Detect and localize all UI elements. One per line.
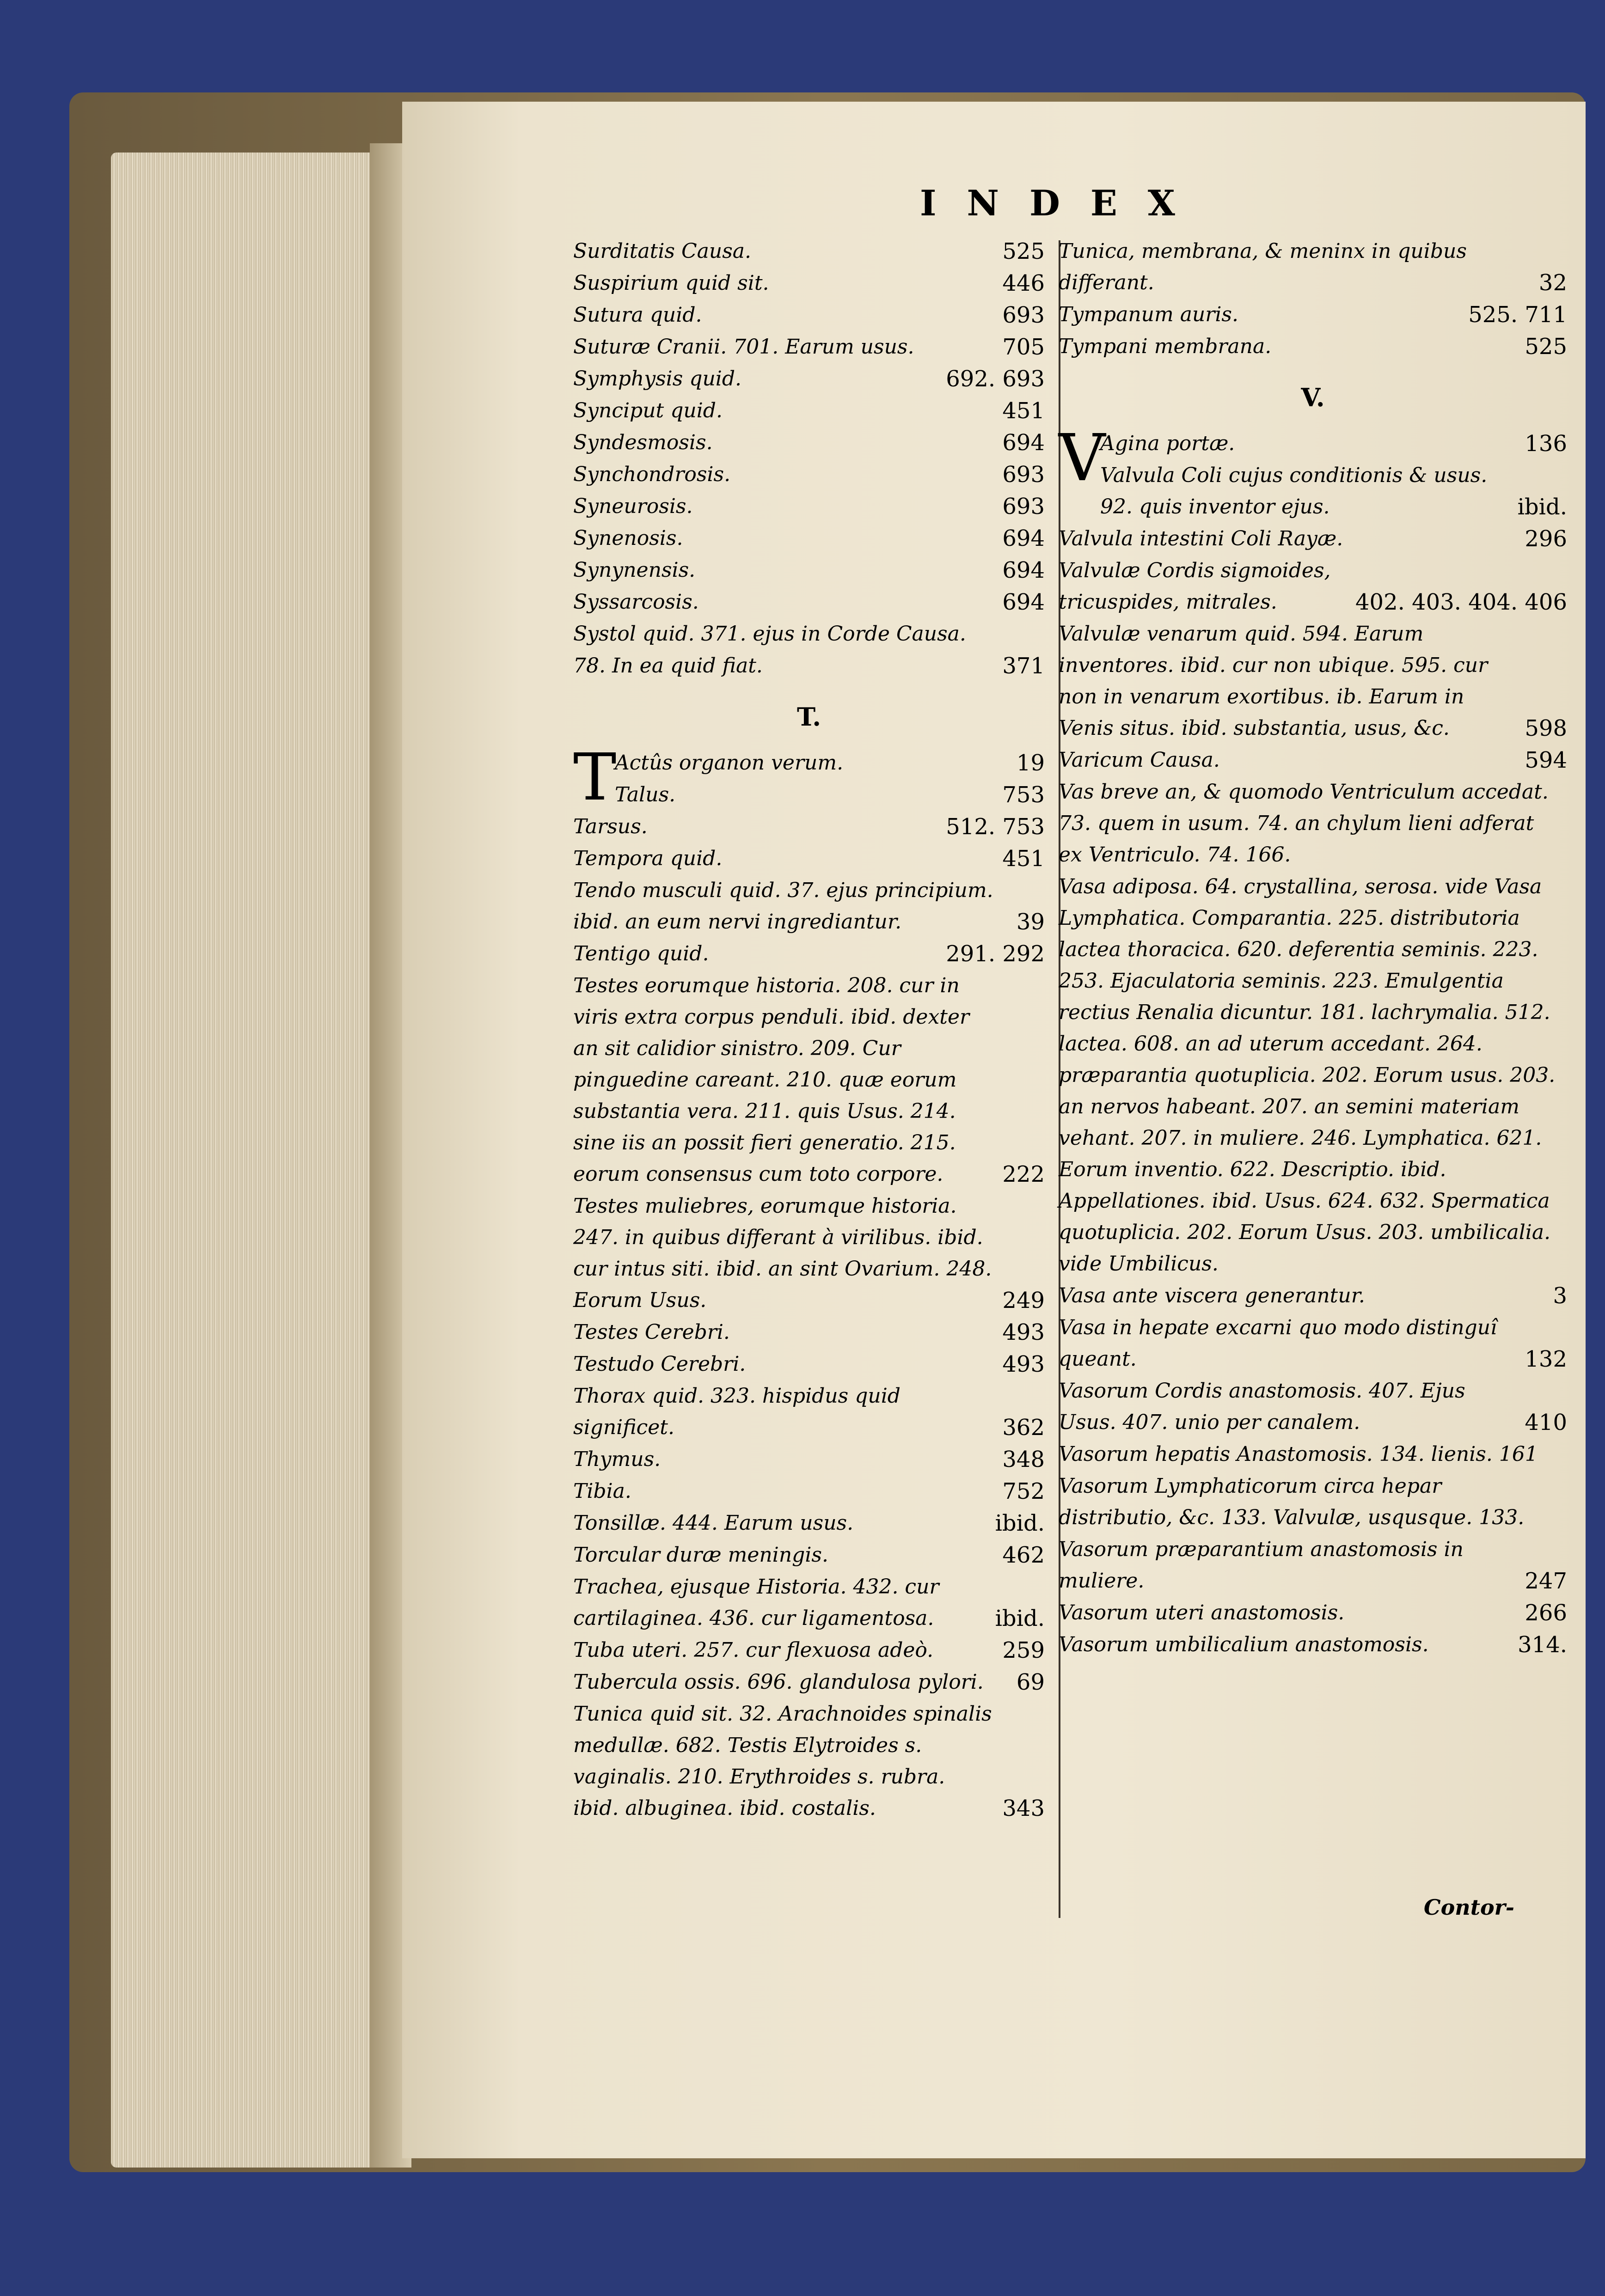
entry-page-number: 296 <box>1525 526 1567 552</box>
index-entry <box>573 459 1045 490</box>
entry-text: Tentigo quid. <box>573 942 709 965</box>
left-entries-s <box>573 236 1045 682</box>
index-entry <box>1059 1534 1567 1597</box>
index-entry <box>573 970 1045 1190</box>
entry-page-number: 694 <box>1002 525 1045 551</box>
index-entry <box>1059 618 1567 744</box>
index-entry <box>1059 1312 1567 1375</box>
entry-text: Vasa in hepate excarni quo modo distinguî queant. <box>1059 1316 1497 1371</box>
index-entry <box>573 1635 1045 1666</box>
dropcap-t: T <box>573 740 617 815</box>
entry-text: Vasorum umbilicalium anastomosis. <box>1059 1633 1429 1656</box>
index-entry <box>573 363 1045 395</box>
index-entry <box>573 779 1045 811</box>
entry-page-number: 222 <box>1002 1161 1045 1187</box>
index-entry <box>573 586 1045 618</box>
entry-text: Tendo musculi quid. 37. ejus principium. ibid. an eum nervi ingrediantur. <box>573 879 993 934</box>
entry-text: Valvulæ Cordis sigmoides, tricuspides, mitrales. <box>1059 559 1331 614</box>
entry-page-number: 493 <box>1002 1351 1045 1377</box>
entry-page-number: 291. 292 <box>946 941 1045 967</box>
entry-page-number: 136 <box>1525 431 1567 457</box>
entry-text: Vasorum præparantium anastomosis in muliere. <box>1059 1538 1464 1593</box>
page-edges <box>111 153 384 2168</box>
entry-text: Vasorum Cordis anastomosis. 407. Ejus Usus. 407. unio per canalem. <box>1059 1379 1465 1434</box>
entry-page-number: 3 <box>1553 1283 1567 1309</box>
entry-page-number: 402. 403. 404. 406 <box>1355 589 1567 615</box>
entry-text: Synynensis. <box>573 558 696 582</box>
entry-page-number: 362 <box>1002 1415 1045 1441</box>
entry-text: Agina portæ. <box>1100 432 1235 455</box>
entry-text: Vasorum Lymphaticorum circa hepar distributio, &c. 133. Valvulæ, usqusque. 133. <box>1059 1474 1525 1529</box>
section-heading-v: V. <box>1301 383 1325 412</box>
entry-page-number: 446 <box>1002 270 1045 296</box>
entry-page-number: 247 <box>1525 1568 1567 1594</box>
entry-text: Tibia. <box>573 1479 631 1503</box>
index-entry <box>1059 1629 1567 1661</box>
dropcap-v: V <box>1059 421 1106 496</box>
entry-page-number: 132 <box>1525 1346 1567 1372</box>
entry-page-number: 32 <box>1538 270 1567 296</box>
section-heading-t: T. <box>796 702 821 732</box>
index-entry <box>573 938 1045 970</box>
index-entry <box>1059 555 1567 618</box>
entry-page-number: 39 <box>1016 909 1045 935</box>
index-entry <box>573 1444 1045 1475</box>
index-entry <box>1059 1471 1567 1533</box>
index-entry <box>1059 776 1567 871</box>
entry-page-number: 451 <box>1002 398 1045 424</box>
entry-text: Vasorum hepatis Anastomosis. 134. lienis. 161 <box>1059 1442 1538 1466</box>
section-v <box>1059 421 1567 1661</box>
index-entry <box>573 650 1045 682</box>
entry-text: Tuba uteri. 257. cur flexuosa adeò. <box>573 1638 934 1662</box>
catchword: Contor- <box>1424 1895 1514 1920</box>
entry-text: Valvula Coli cujus conditionis & usus. 92. quis inventor ejus. <box>1100 464 1488 519</box>
index-entry <box>1059 331 1567 362</box>
entry-text: Tunica quid sit. 32. Arachnoides spinalis medullæ. 682. Testis Elytroides s. vaginalis. 210. Erythroides s. rubra. ibid. albuginea. ibid. costalis. <box>573 1702 992 1820</box>
index-entry <box>573 843 1045 874</box>
entry-text: Thorax quid. 323. hispidus quid significet. <box>573 1384 901 1439</box>
index-entry <box>573 1698 1045 1824</box>
entry-text: Tunica, membrana, & meninx in quibus differant. <box>1059 239 1467 294</box>
index-entry <box>1059 523 1567 555</box>
index-entry <box>573 1508 1045 1539</box>
index-entry <box>573 1317 1045 1348</box>
entry-page-number: 462 <box>1002 1542 1045 1568</box>
right-column <box>1059 236 1567 1661</box>
entry-text: Tempora quid. <box>573 847 723 870</box>
entry-text: Tympanum auris. <box>1059 303 1238 326</box>
entry-text: Thymus. <box>573 1447 661 1471</box>
left-column <box>573 236 1045 1825</box>
entry-page-number: 410 <box>1525 1410 1567 1435</box>
index-entry <box>573 1380 1045 1443</box>
index-entry <box>1059 1280 1567 1312</box>
index-entry <box>573 1539 1045 1571</box>
index-entry <box>573 747 1045 779</box>
entry-text: Testes Cerebri. <box>573 1320 730 1344</box>
index-entry <box>1059 460 1567 523</box>
index-entry <box>1059 236 1567 299</box>
entry-page-number: 314. <box>1518 1632 1567 1658</box>
entry-text: Actûs organon verum. <box>615 751 844 775</box>
entry-page-number: 694 <box>1002 589 1045 615</box>
entry-page-number: 693 <box>1002 494 1045 519</box>
entry-text: Vasa adiposa. 64. crystallina, serosa. vide Vasa Lymphatica. Comparantia. 225. distributoria lactea thoracica. 620. deferentia seminis. 223. 253. Ejaculatoria seminis. 223. Emulgentia rectius Renalia dicuntur. 181. lachrymalia. 512. lactea. 608. an ad uterum accedant. 264. præparantia quotuplicia. 202. Eorum usus. 203. an nervos habeant. 207. an semini materiam vehant. 207. in muliere. 246. Lymphatica. 621. Eorum inventio. 622. Descriptio. ibid. Appellationes. ibid. Usus. 624. 632. Spermatica quotuplicia. 202. Eorum Usus. 203. umbilicalia. vide Umbilicus. <box>1059 875 1556 1276</box>
index-entry <box>1059 428 1567 459</box>
entry-page-number: 594 <box>1525 747 1567 773</box>
entry-page-number: 266 <box>1525 1600 1567 1626</box>
entry-page-number: 493 <box>1002 1319 1045 1345</box>
entry-page-number: 753 <box>1002 782 1045 808</box>
right-entries-t <box>1059 236 1567 362</box>
entry-page-number: 692. 693 <box>946 366 1045 392</box>
entry-page-number: 693 <box>1002 462 1045 488</box>
index-entry <box>573 395 1045 427</box>
entry-page-number: 694 <box>1002 430 1045 456</box>
entry-page-number: 525 <box>1002 238 1045 264</box>
entry-page-number: 451 <box>1002 846 1045 872</box>
entry-text: Talus. <box>615 783 676 806</box>
index-entry <box>573 1191 1045 1316</box>
entry-text: Tubercula ossis. 696. glandulosa pylori. <box>573 1670 984 1694</box>
entry-text: Symphysis quid. <box>573 367 742 391</box>
index-entry <box>573 1571 1045 1634</box>
entry-page-number: ibid. <box>1517 494 1567 520</box>
index-entry <box>573 427 1045 458</box>
entry-page-number: 259 <box>1002 1637 1045 1663</box>
entry-text: Valvula intestini Coli Rayæ. <box>1059 527 1343 550</box>
entry-text: Synenosis. <box>573 526 683 550</box>
entry-page-number: ibid. <box>995 1510 1045 1536</box>
index-entry <box>573 555 1045 586</box>
entry-page-number: 512. 753 <box>946 814 1045 840</box>
section-t <box>573 740 1045 1824</box>
entry-page-number: 752 <box>1002 1478 1045 1504</box>
entry-text: Testes muliebres, eorumque historia. 247. in quibus differant à virilibus. ibid. cur intus siti. ibid. an sint Ovarium. 248. Eorum Usus. <box>573 1194 992 1312</box>
entry-page-number: 343 <box>1002 1795 1045 1821</box>
right-entries-v <box>1059 421 1567 1661</box>
entry-text: Vas breve an, & quomodo Ventriculum accedat. 73. quem in usum. 74. an chylum lieni adferat ex Ventriculo. 74. 166. <box>1059 780 1549 867</box>
entry-page-number: 525 <box>1525 334 1567 360</box>
index-entry <box>573 236 1045 267</box>
entry-text: Tonsillæ. 444. Earum usus. <box>573 1511 854 1535</box>
entry-page-number: 598 <box>1525 715 1567 741</box>
index-entry <box>1059 1597 1567 1629</box>
entry-text: Surditatis Causa. <box>573 239 752 263</box>
index-entry <box>573 523 1045 554</box>
index-entry <box>573 875 1045 938</box>
entry-text: Varicum Causa. <box>1059 748 1220 772</box>
entry-text: Syndesmosis. <box>573 431 713 454</box>
index-entry <box>573 299 1045 331</box>
index-entry <box>1059 1439 1567 1470</box>
left-entries-t <box>573 740 1045 1824</box>
entry-text: Testudo Cerebri. <box>573 1352 746 1376</box>
index-entry <box>1059 1375 1567 1438</box>
entry-text: Tarsus. <box>573 815 648 838</box>
index-entry <box>573 331 1045 363</box>
entry-page-number: 694 <box>1002 557 1045 583</box>
entry-text: Vasorum uteri anastomosis. <box>1059 1601 1345 1624</box>
index-entry <box>573 811 1045 843</box>
entry-text: Torcular duræ meningis. <box>573 1543 828 1567</box>
index-entry <box>573 491 1045 522</box>
entry-page-number: 348 <box>1002 1447 1045 1472</box>
entry-text: Syssarcosis. <box>573 590 699 614</box>
index-entry <box>1059 745 1567 776</box>
entry-page-number: 693 <box>1002 302 1045 328</box>
entry-text: Suspirium quid sit. <box>573 271 769 295</box>
entry-page-number: 525. 711 <box>1468 302 1567 328</box>
entry-text: Tympani membrana. <box>1059 335 1272 358</box>
entry-text: Synchondrosis. <box>573 463 731 486</box>
entry-page-number: 19 <box>1016 750 1045 776</box>
entry-page-number: 249 <box>1002 1288 1045 1313</box>
entry-text: Synciput quid. <box>573 399 723 422</box>
entry-text: 78. In ea quid fiat. <box>573 654 763 678</box>
page-header: INDEX <box>920 183 1206 224</box>
entry-page-number: 705 <box>1002 334 1045 360</box>
index-entry <box>573 618 1045 650</box>
entry-page-number: ibid. <box>995 1606 1045 1631</box>
entry-text: Syneurosis. <box>573 495 693 518</box>
entry-text: Trachea, ejusque Historia. 432. cur cartilaginea. 436. cur ligamentosa. <box>573 1575 939 1630</box>
index-entry <box>1059 871 1567 1280</box>
index-entry <box>573 268 1045 299</box>
entry-page-number: 371 <box>1002 653 1045 679</box>
entry-text: Testes eorumque historia. 208. cur in viris extra corpus penduli. ibid. dexter an sit calidior sinistro. 209. Cur pinguedine careant. 210. quæ eorum substantia vera. 211. quis Usus. 214. sine iis an possit fieri generatio. 215. eorum consensus cum toto corpore. <box>573 974 970 1186</box>
entry-text: Systol quid. 371. ejus in Corde Causa. <box>573 622 966 646</box>
entry-page-number: 69 <box>1016 1669 1045 1695</box>
index-entry <box>1059 299 1567 330</box>
entry-text: Sutura quid. <box>573 303 702 327</box>
entry-text: Vasa ante viscera generantur. <box>1059 1284 1365 1307</box>
index-entry <box>573 1476 1045 1507</box>
index-entry <box>573 1349 1045 1380</box>
index-entry <box>573 1667 1045 1698</box>
entry-text: Valvulæ venarum quid. 594. Earum inventores. ibid. cur non ubique. 595. cur non in venarum exortibus. ib. Earum in Venis situs. ibid. substantia, usus, &c. <box>1059 622 1488 740</box>
entry-text: Suturæ Cranii. 701. Earum usus. <box>573 335 914 359</box>
